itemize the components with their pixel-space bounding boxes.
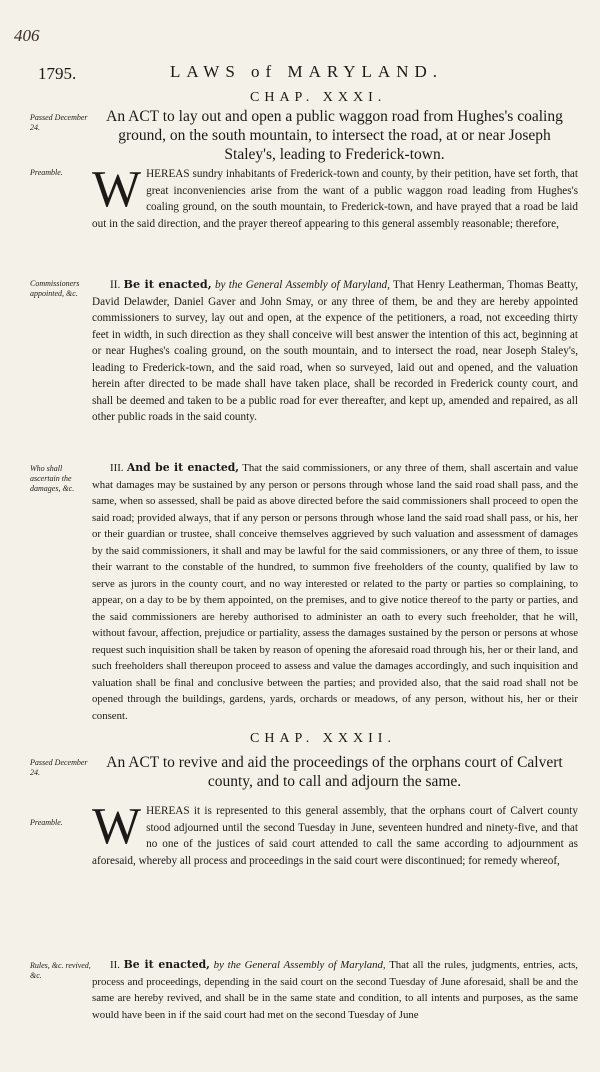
margin-note-passed-31: Passed December 24. [30,113,88,132]
section-text: That the said commissioners, or any three of them, shall ascertain and value what damages may be sustained by any person or persons through whose land the said road shall pass, and the same, when so assessed, shall be paid as above directed before the said commissioners shall proceed to open the said road; provided always, that if any person or persons through whose land the said road shall pass, or his, her or their guardian or trustee, shall conceive themselves aggrieved by such valuation and assessment of damages by the said commissioners, it shall and may be lawful for the said commissioners, or any three of them, to issue their warrant to the constable of the hundred, to summon five freeholders of the county, qualified by law to serve as jurors in the county court, and no way interested or related to the party or parties so complaining, to appear, on a day to be by them appointed, on the premises, and to give notice thereof to the party or parties, and the said commissioners are hereby authorised to administer an oath to every such freeholder, that he will, without favour, affection, prejudice or partiality, assess the damages sustained by the person or persons at whose request such inquisition shall be taken by reason of opening the aforesaid road through his, her or their land, and such freeholders shall thereupon proceed to assess and value the damages accordingly, and such inquisition and valuation shall be final and conclusive between the parties; and provided also, that the said road shall not be opened through the buildings, gardens, yards, orchards or meadows, of any person, without his, her or their consent. [92,462,578,722]
drop-cap: W [92,161,142,218]
section-text: That Henry Leatherman, Thomas Beatty, David Delawder, Daniel Gaver and John Smay, or any three of them, be and they are hereby appointed commissioners to survey, lay out and open, at the expence of the petitioners, a road, not exceeding thirty feet in width, in such direction as they shall conceive will best answer the intention of this act, beginning at or near Hughes's coaling ground, on the south mountain, and to intersect the road, near Joseph Staley's, leading to Frederick-town, and the said road, when so surveyed, laid out and opened, and the valuation herein after directed to be made shall have taken place, shall be recorded in Frederick county court, and shall be deemed and taken to be a public road for ever thereafter, and kept up, amended and repaired, as all other public roads in the said county. [92,279,578,423]
handwritten-page-number: 406 [14,26,40,45]
preamble-text: HEREAS sundry inhabitants of Frederick-town and county, by their petition, have set forth, that great inconveniencies arise from the want of a public waggon road leading from Hughes's coaling ground, on the south mountain, to Frederick-town, and have prayed that a road be laid out in the said direction, and the prayer thereof appearing to this general assembly reasonable; therefore, [92,168,578,230]
margin-note-rules-revived: Rules, &c. revived, &c. [30,961,91,980]
enacting-clause: Be it enacted, [123,958,210,971]
enacting-authority: by the General Assembly of Maryland, [214,279,390,291]
act-title-31: An ACT to lay out and open a public waggon road from Hughes's coaling ground, on the south mountain, to intersect the road, at or near Joseph Staley's, leading to Frederick-town. [106,108,563,163]
enacting-clause: And be it enacted, [126,461,240,474]
section-number: II. [110,959,120,971]
enacting-clause: Be it enacted, [123,277,212,291]
section-number: III. [110,462,124,474]
section-text: That all the rules, judgments, entries, acts, process and proceedings, depending in the said court on the second Tuesday of June aforesaid, shall be and the same are hereby revived, and shall be in the same state and condition, to all intents and purposes, as the same would have been in if the said court had met on the second Tuesday of June [92,959,578,1021]
preamble-text: HEREAS it is represented to this general assembly, that the orphans court of Calvert county stood adjourned until the second Tuesday in June, seventeen hundred and ninety-five, and that no one of the justices of said court attended to call the same according to adjournment as aforesaid, whereby all process and proceedings in the said court were discontinued; for remedy whereof, [92,805,578,867]
year: 1795. [38,64,77,83]
act-title-32: An ACT to revive and aid the proceedings of the orphans court of Calvert county, and to call and adjourn the same. [106,754,563,790]
margin-note-preamble-32: Preamble. [30,818,63,827]
running-head: LAWS of MARYLAND. [170,62,443,81]
chapter-heading-31: CHAP. XXXI. [250,90,387,105]
margin-note-damages: Who shall ascertain the damages, &c. [30,464,75,493]
chapter-heading-32: CHAP. XXXII. [250,731,396,746]
drop-cap: W [92,798,142,855]
preamble-32 [92,798,578,869]
section-3-31 [92,460,578,724]
margin-note-commissioners: Commissioners appointed, &c. [30,279,80,298]
margin-note-preamble-31: Preamble. [30,168,63,177]
enacting-authority: by the General Assembly of Maryland, [213,959,386,971]
section-2-32 [92,957,578,1023]
preamble-31 [92,161,578,232]
section-2-31 [92,276,578,426]
margin-note-passed-32: Passed December 24. [30,758,88,777]
section-number: II. [110,279,121,291]
